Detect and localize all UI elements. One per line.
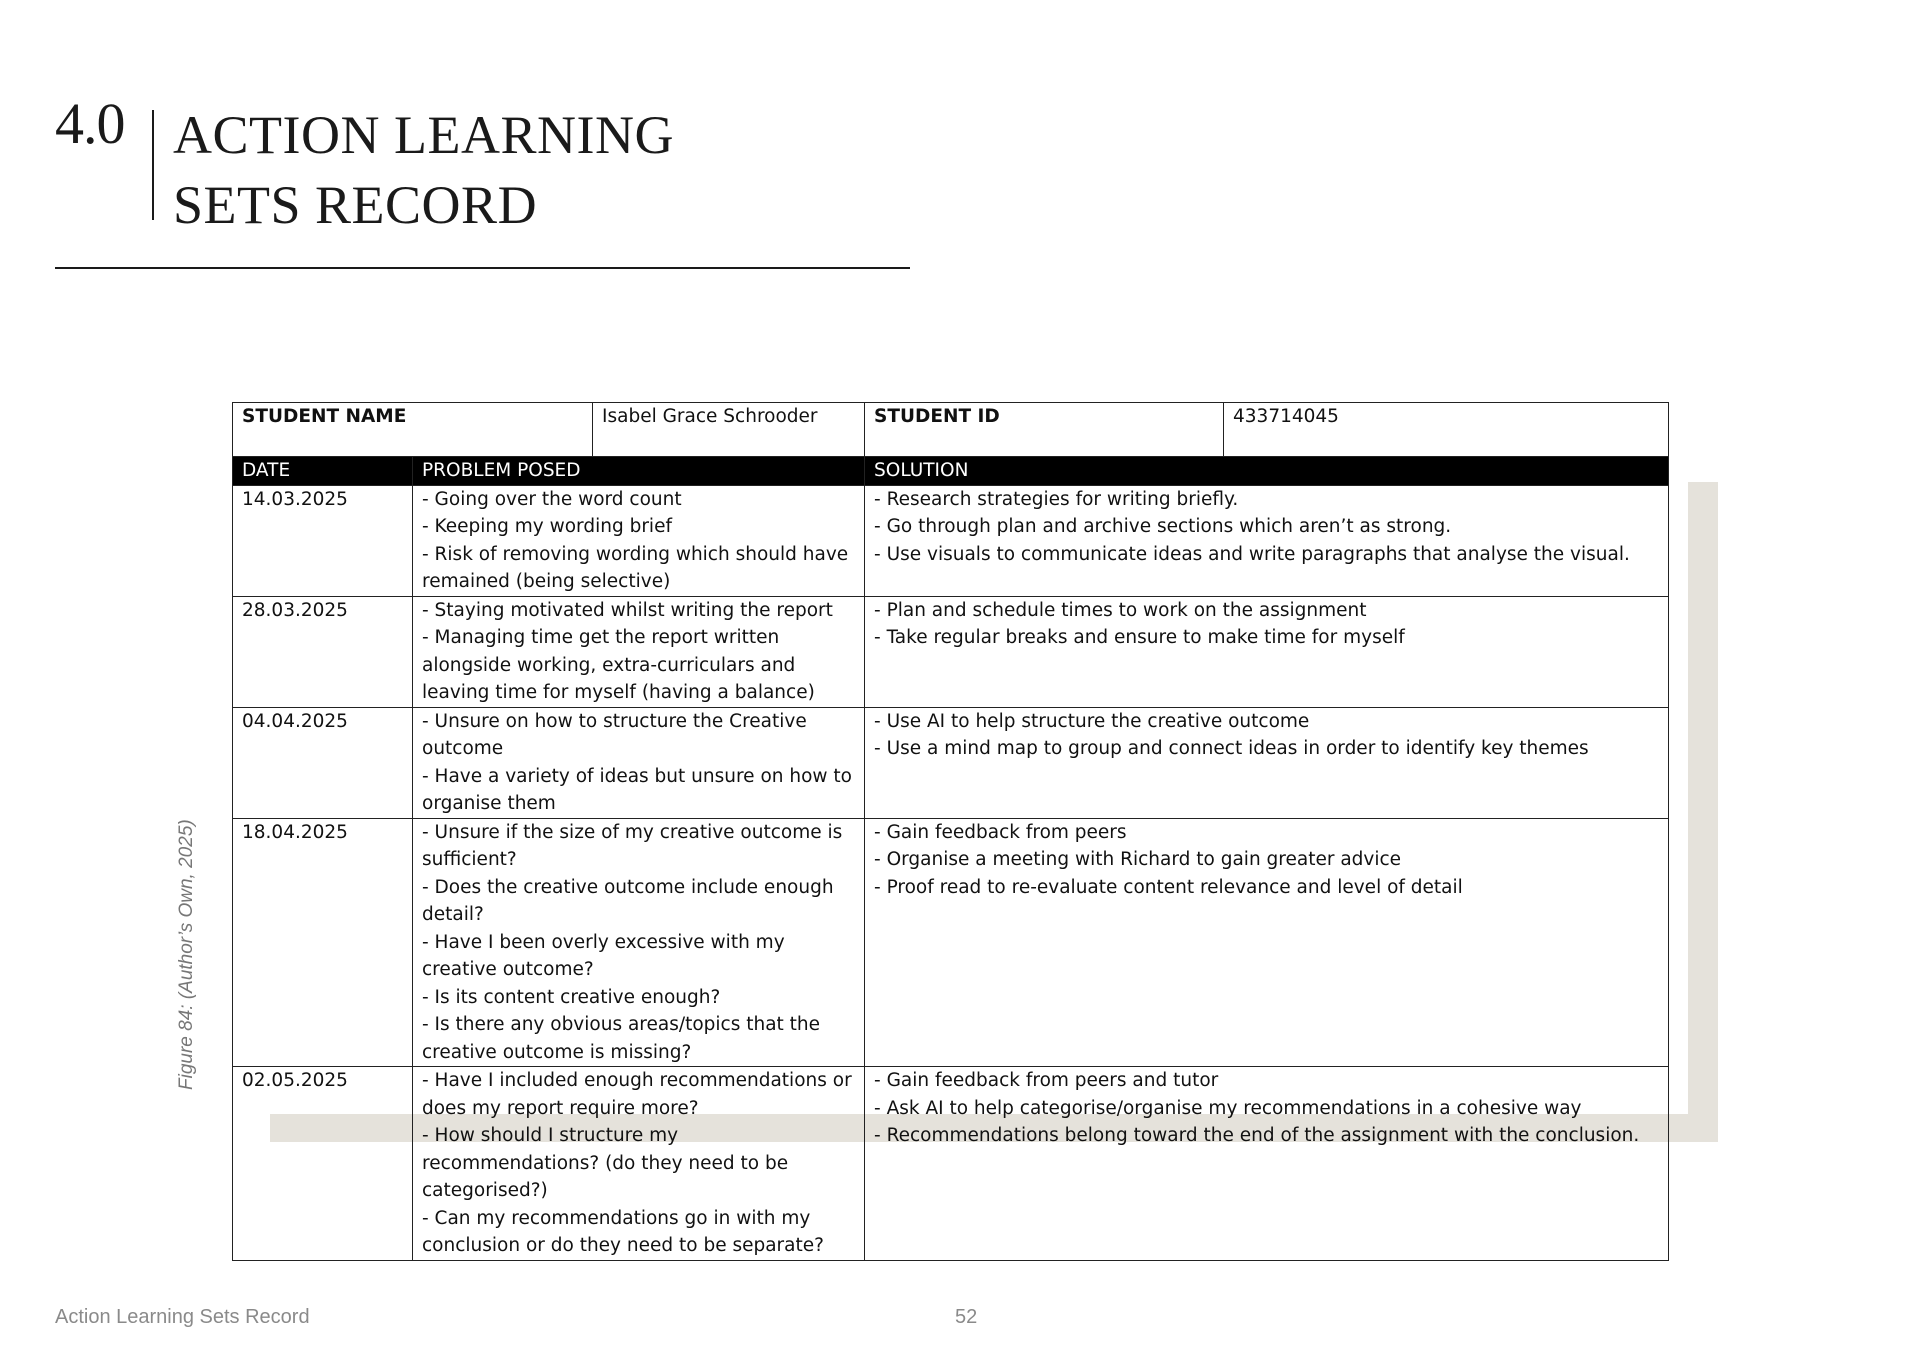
solution-item: - Research strategies for writing briefly. (874, 488, 1239, 510)
row-date: 28.03.2025 (233, 596, 413, 707)
section-number: 4.0 (55, 91, 125, 156)
figure-caption: Figure 84: (Author’s Own, 2025) (176, 819, 197, 1090)
row-date: 18.04.2025 (233, 818, 413, 1067)
student-info-row (233, 403, 1669, 457)
page-number: 52 (955, 1306, 978, 1328)
column-header-solution: SOLUTION (865, 457, 1669, 486)
solution-item: - Use a mind map to group and connect ideas in order to identify key themes (874, 738, 1589, 759)
page-title-line-1: ACTION LEARNING (173, 105, 674, 165)
row-solutions (865, 596, 1669, 707)
solution-item: - Use visuals to communicate ideas and write paragraphs that analyse the visual. (874, 543, 1630, 565)
problem-item: - Risk of removing wording which should have remained (being selective) (422, 543, 849, 592)
solution-item: - Go through plan and archive sections which aren’t as strong. (874, 516, 1452, 537)
problem-item: - Have I been overly excessive with my creative outcome? (422, 931, 785, 980)
solution-item: - Take regular breaks and ensure to make time for myself (874, 627, 1405, 648)
page-title-line-2: SETS RECORD (173, 175, 538, 235)
solution-item: - Plan and schedule times to work on the assignment (874, 599, 1367, 621)
problem-item: - Is its content creative enough? (422, 986, 721, 1008)
problem-item: - How should I structure my recommendations? (do they need to be categorised?) (422, 1125, 789, 1201)
student-name-label: STUDENT NAME (233, 403, 593, 457)
solution-item: - Ask AI to help categorise/organise my recommendations in a cohesive way (874, 1097, 1582, 1119)
row-date: 14.03.2025 (233, 485, 413, 596)
solution-item: - Proof read to re-evaluate content relevance and level of detail (874, 876, 1463, 898)
row-solutions (865, 1067, 1669, 1261)
column-header-problem: PROBLEM POSED (413, 457, 865, 486)
student-id-label: STUDENT ID (865, 403, 1224, 457)
problem-item: - Can my recommendations go in with my conclusion or do they need to be separate? (422, 1207, 824, 1256)
problem-item: - Have I included enough recommendations or does my report require more? (422, 1070, 852, 1119)
solution-item: - Use AI to help structure the creative outcome (874, 710, 1310, 732)
table-row (233, 485, 1669, 596)
footer-title: Action Learning Sets Record (55, 1306, 310, 1328)
problem-item: - Staying motivated whilst writing the report (422, 599, 833, 621)
column-header-date: DATE (233, 457, 413, 486)
row-solutions (865, 707, 1669, 818)
problem-item: - Keeping my wording brief (422, 516, 672, 537)
table-row (233, 707, 1669, 818)
page-title (173, 100, 674, 240)
problem-item: - Managing time get the report written alongside working, extra-curriculars and leaving time for myself (having a balance) (422, 627, 815, 703)
solution-item: - Recommendations belong toward the end of the assignment with the conclusion. (874, 1125, 1640, 1146)
student-name-value: Isabel Grace Schrooder (593, 403, 865, 457)
row-problems (413, 596, 865, 707)
row-problems (413, 707, 865, 818)
table-row (233, 596, 1669, 707)
solution-item: - Organise a meeting with Richard to gain greater advice (874, 849, 1402, 870)
student-id-value: 433714045 (1224, 403, 1669, 457)
row-date: 02.05.2025 (233, 1067, 413, 1261)
action-learning-record-table (232, 402, 1669, 1261)
table-row (233, 818, 1669, 1067)
problem-item: - Does the creative outcome include enough detail? (422, 876, 834, 925)
problem-item: - Going over the word count (422, 488, 682, 510)
title-divider-vertical (152, 110, 154, 220)
row-problems (413, 818, 865, 1067)
solution-item: - Gain feedback from peers (874, 821, 1127, 843)
row-problems (413, 485, 865, 596)
row-solutions (865, 818, 1669, 1067)
table-row (233, 1067, 1669, 1261)
problem-item: - Unsure on how to structure the Creative outcome (422, 710, 807, 759)
table-header-row (233, 457, 1669, 486)
row-problems (413, 1067, 865, 1261)
problem-item: - Is there any obvious areas/topics that the creative outcome is missing? (422, 1014, 821, 1063)
problem-item: - Have a variety of ideas but unsure on how to organise them (422, 765, 852, 814)
row-date: 04.04.2025 (233, 707, 413, 818)
problem-item: - Unsure if the size of my creative outcome is sufficient? (422, 821, 843, 870)
solution-item: - Gain feedback from peers and tutor (874, 1070, 1219, 1091)
row-solutions (865, 485, 1669, 596)
title-divider-horizontal (55, 267, 910, 269)
